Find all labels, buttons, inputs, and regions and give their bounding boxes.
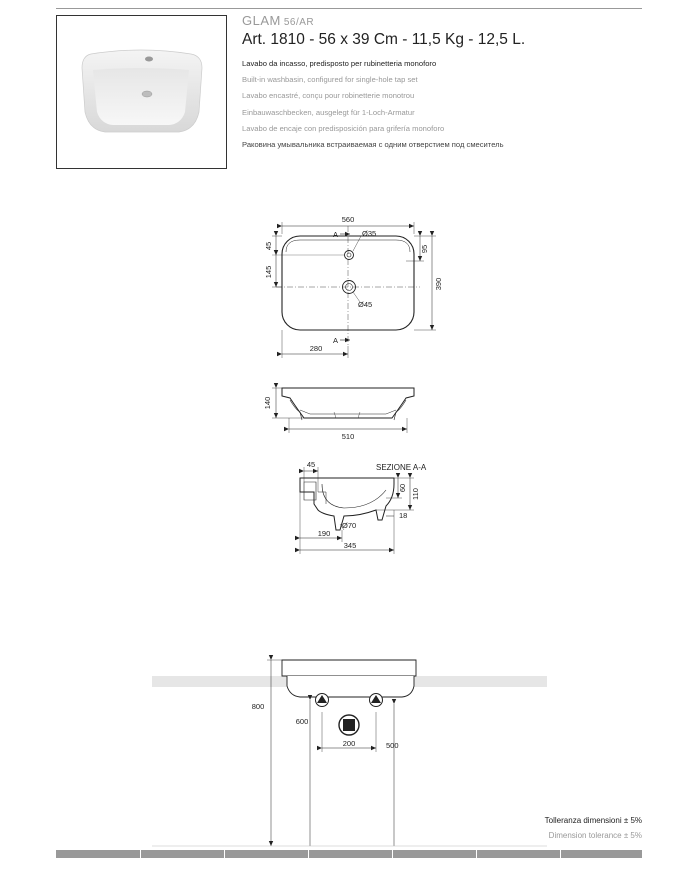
installation-view <box>152 660 547 846</box>
dim-section-190: 190 <box>317 529 331 538</box>
dim-bottom-width: 510 <box>341 432 355 441</box>
description-ru: Раковина умывальника встраиваемая с одним отверстием под смеситель <box>242 140 504 150</box>
footer-bar <box>56 850 642 858</box>
description-es: Lavabo de encaje con predisposición para grifería monoforo <box>242 123 445 133</box>
footer-divider <box>140 850 141 858</box>
dim-section-345: 345 <box>343 541 357 550</box>
tolerance-it: Tolleranza dimensioni ± 5% <box>544 816 642 825</box>
dim-section-drain: Ø70 <box>342 521 357 530</box>
dim-back-to-tap: 45 <box>264 241 273 251</box>
description-en: Built-in washbasin, configured for single-hole tap set <box>242 75 418 85</box>
drain-square-icon <box>343 719 355 731</box>
section-view <box>300 467 414 554</box>
dim-section-18: 18 <box>399 511 408 520</box>
dim-section-60: 60 <box>398 483 407 493</box>
product-name-text: GLAM <box>242 13 281 28</box>
dim-front-height: 140 <box>263 396 272 410</box>
tolerance-en: Dimension tolerance ± 5% <box>548 831 642 840</box>
dim-tap-hole: Ø35 <box>362 229 377 238</box>
section-mark-top: A <box>333 230 339 239</box>
dim-half-width: 280 <box>309 344 323 353</box>
front-view <box>272 388 414 433</box>
dim-install-500: 500 <box>386 741 399 750</box>
product-code: 56/AR <box>283 17 315 28</box>
footer-divider <box>308 850 309 858</box>
footer-divider <box>476 850 477 858</box>
dim-install-800: 800 <box>251 702 265 711</box>
dim-section-rim: 45 <box>306 460 316 469</box>
dim-drain: Ø45 <box>358 300 373 309</box>
dim-depth: 390 <box>434 277 443 291</box>
description-fr: Lavabo encastré, conçu pour robinetterie monotrou <box>242 91 415 101</box>
description-it: Lavabo da incasso, predisposto per rubinetteria monoforo <box>242 59 437 68</box>
footer-divider <box>392 850 393 858</box>
dim-section-110: 110 <box>411 488 420 500</box>
section-mark-bottom: A <box>333 336 339 345</box>
dim-tap-to-drain: 145 <box>264 265 273 279</box>
dim-right-to-tap: 95 <box>420 244 429 254</box>
top-view <box>272 222 436 358</box>
article-title: Art. 1810 - 56 x 39 Cm - 11,5 Kg - 12,5 L. <box>242 31 526 48</box>
footer-divider <box>560 850 561 858</box>
dim-install-600: 600 <box>295 717 309 726</box>
footer-divider <box>224 850 225 858</box>
dim-width: 560 <box>341 215 355 224</box>
section-title: SEZIONE A-A <box>376 463 427 472</box>
dim-install-200: 200 <box>342 739 356 748</box>
description-de: Einbauwaschbecken, ausgelegt für 1-Loch-Armatur <box>242 107 415 117</box>
